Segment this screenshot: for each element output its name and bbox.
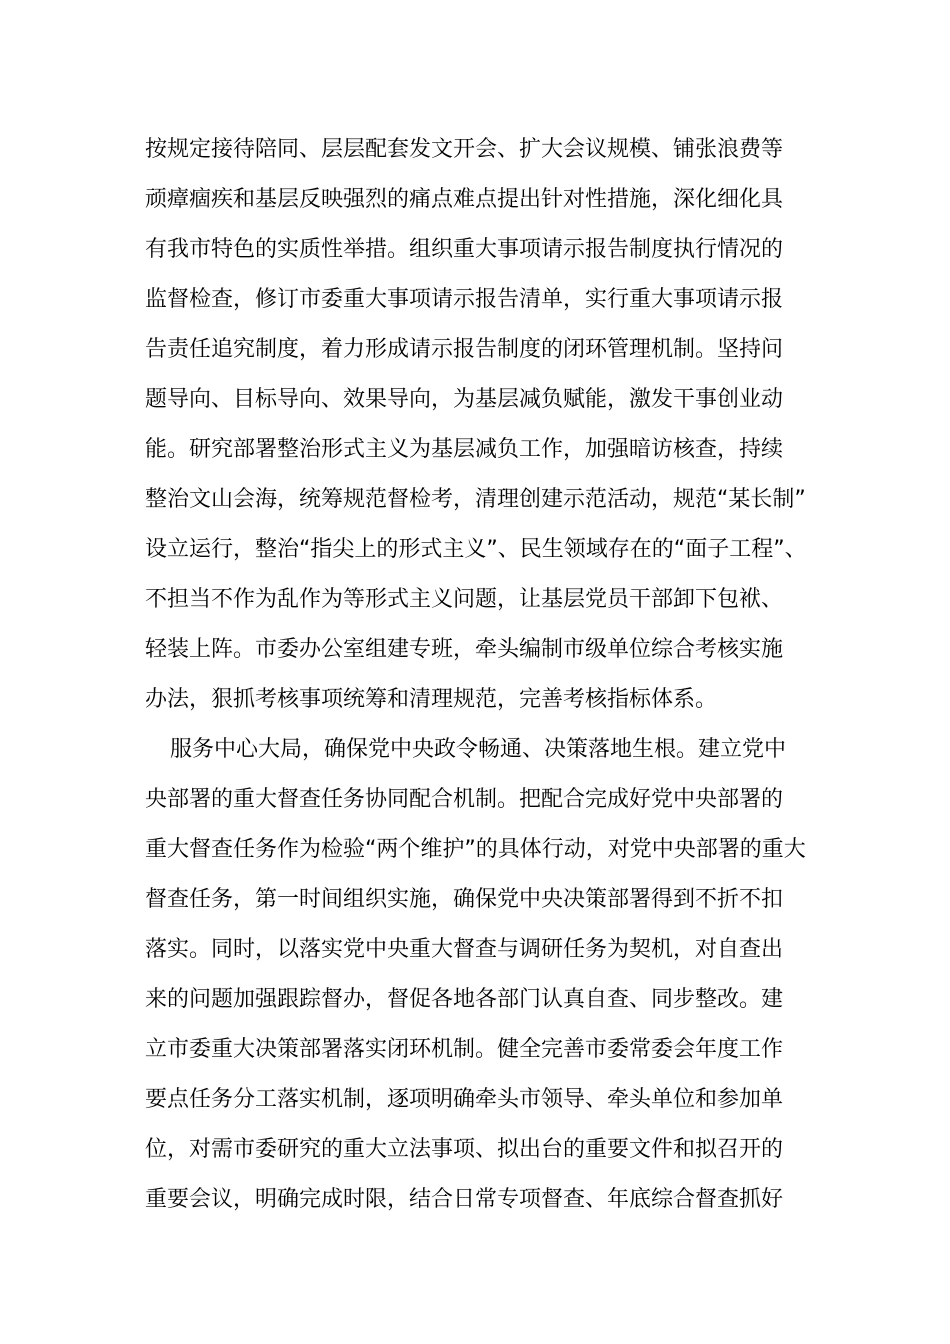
body-text-line: 设立运行，整治“指尖上的形式主义”、民生领域存在的“面子工程”、 [145,537,807,562]
body-text-line: 重要会议，明确完成时限，结合日常专项督查、年底综合督查抓好 [145,1187,784,1212]
body-text-line: 监督检查，修订市委重大事项请示报告清单，实行重大事项请示报 [145,287,784,312]
body-text-line: 能。研究部署整治形式主义为基层减负工作，加强暗访核查，持续 [145,437,784,462]
body-text-line: 轻装上阵。市委办公室组建专班，牵头编制市级单位综合考核实施 [145,637,784,662]
body-text-line: 落实。同时，以落实党中央重大督查与调研任务为契机，对自查出 [145,937,784,962]
body-text-line: 重大督查任务作为检验“两个维护”的具体行动，对党中央部署的重大 [145,837,806,862]
body-text-line: 按规定接待陪同、层层配套发文开会、扩大会议规模、铺张浪费等 [145,137,784,162]
body-text-line: 立市委重大决策部署落实闭环机制。健全完善市委常委会年度工作 [145,1037,784,1062]
body-text-line: 督查任务，第一时间组织实施，确保党中央决策部署得到不折不扣 [145,887,784,912]
body-text-line: 位，对需市委研究的重大立法事项、拟出台的重要文件和拟召开的 [145,1137,784,1162]
paragraph-first-line: 服务中心大局，确保党中央政令畅通、决策落地生根。建立党中 [170,737,787,762]
body-text-line: 不担当不作为乱作为等形式主义问题，让基层党员干部卸下包袱、 [145,587,784,612]
body-text-line: 整治文山会海，统筹规范督检考，清理创建示范活动，规范“某长制” [145,487,806,512]
body-text-line: 要点任务分工落实机制，逐项明确牵头市领导、牵头单位和参加单 [145,1087,784,1112]
body-text-line: 顽瘴痼疾和基层反映强烈的痛点难点提出针对性措施，深化细化具 [145,187,784,212]
body-text-line: 告责任追究制度，着力形成请示报告制度的闭环管理机制。坚持问 [145,337,784,362]
body-text-line: 办法，狠抓考核事项统筹和清理规范，完善考核指标体系。 [145,687,718,712]
body-text-line: 来的问题加强跟踪督办，督促各地各部门认真自查、同步整改。建 [145,987,784,1012]
body-text-line: 有我市特色的实质性举措。组织重大事项请示报告制度执行情况的 [145,237,784,262]
body-text-line: 央部署的重大督查任务协同配合机制。把配合完成好党中央部署的 [145,787,784,812]
body-text-line: 题导向、目标导向、效果导向，为基层减负赋能，激发干事创业动 [145,387,784,412]
